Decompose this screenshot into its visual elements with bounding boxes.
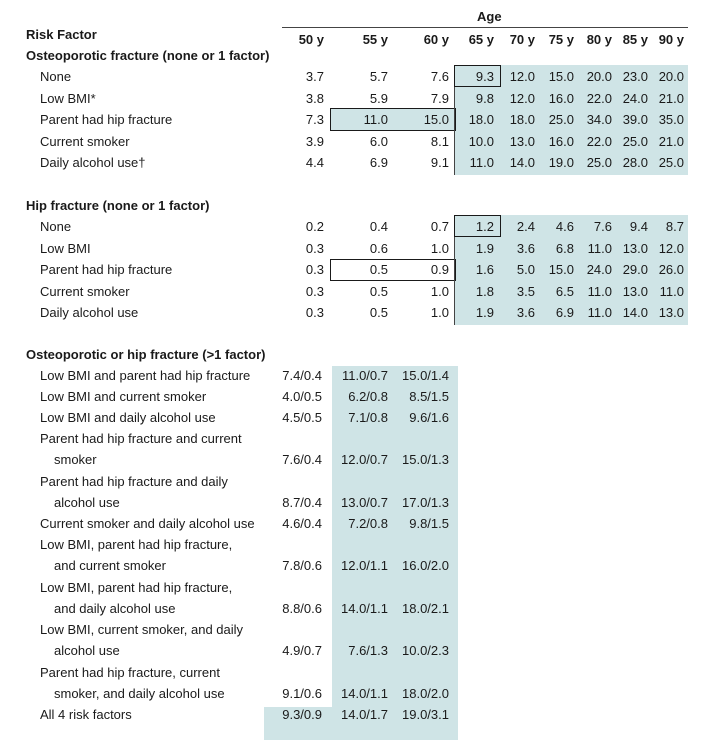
section3-cell: 9.1/0.6 <box>282 685 322 701</box>
section2-row-label: Parent had hip fracture <box>40 262 173 277</box>
section1-cell: 16.0 <box>548 133 574 149</box>
section2-cell: 1.0 <box>430 240 449 256</box>
section2-cell: 1.8 <box>475 283 494 299</box>
section3-row-label-cont: alcohol use <box>54 494 120 510</box>
section3-cell: 14.0/1.1 <box>341 685 388 701</box>
section2-cell: 6.9 <box>555 305 574 320</box>
section3-row-label-cont: smoker, and daily alcohol use <box>54 685 225 701</box>
section2-cell: 8.7 <box>665 219 684 234</box>
section3-cell: 8.8/0.6 <box>282 600 322 616</box>
section2-cell: 9.4 <box>629 219 648 234</box>
section2-cell: 0.4 <box>369 219 388 234</box>
section2-cell: 0.7 <box>430 219 449 234</box>
section2-cell: 1.9 <box>475 240 494 256</box>
section2-title: Hip fracture (none or 1 factor) <box>26 198 210 213</box>
section2-cell: 24.0 <box>586 262 612 277</box>
section2-cell: 13.0 <box>622 283 648 299</box>
section1-cell: 34.0 <box>586 112 612 127</box>
section3-cell: 8.5/1.5 <box>409 389 449 404</box>
section2-cell: 0.3 <box>305 305 324 320</box>
section3-row-label-cont: smoker <box>54 452 97 467</box>
section3-cell: 7.4/0.4 <box>282 368 322 383</box>
section3-cell: 18.0/2.1 <box>402 600 449 616</box>
section1-cell: 25.0 <box>548 112 574 127</box>
section2-cell: 0.9 <box>430 262 449 277</box>
section3-cell: 19.0/3.1 <box>402 707 449 722</box>
section3-row-label: Low BMI and parent had hip fracture <box>40 368 251 383</box>
section1-cell: 20.0 <box>658 69 684 84</box>
section1-cell: 4.4 <box>305 155 324 170</box>
section1-cell: 11.0 <box>363 112 388 127</box>
section2-cell: 0.5 <box>369 305 388 320</box>
section3-cell: 9.3/0.9 <box>282 707 322 722</box>
age-col-3: 65 y <box>468 32 494 47</box>
section2-cell: 26.0 <box>658 262 684 277</box>
section2-cell: 1.0 <box>430 283 449 299</box>
section3-cell: 18.0/2.0 <box>402 685 449 701</box>
section3-cell: 6.2/0.8 <box>348 389 388 404</box>
section1-cell: 18.0 <box>509 112 535 127</box>
section1-cell: 21.0 <box>658 133 684 149</box>
age-col-4: 70 y <box>509 32 535 47</box>
section2-cell: 3.6 <box>516 305 535 320</box>
section1-cell: 8.1 <box>430 133 449 149</box>
section3-row-label: All 4 risk factors <box>40 707 132 722</box>
section2-cell: 0.5 <box>369 262 388 277</box>
section3-cell: 12.0/1.1 <box>341 558 388 573</box>
section3-cell: 11.0/0.7 <box>341 368 388 383</box>
section2-cell: 5.0 <box>516 262 535 277</box>
section1-cell: 11.0 <box>469 155 494 170</box>
section2-cell: 0.5 <box>369 283 388 299</box>
section1-cell: 14.0 <box>509 155 535 170</box>
section1-cell: 6.9 <box>369 155 388 170</box>
section3-row-label: Parent had hip fracture and daily <box>40 473 228 489</box>
section3-cell: 7.8/0.6 <box>282 558 322 573</box>
section3-cell: 7.2/0.8 <box>348 516 388 531</box>
section3-cell: 4.0/0.5 <box>282 389 322 404</box>
risk-factor-header: Risk Factor <box>26 27 97 42</box>
section2-row-label: Daily alcohol use <box>40 305 139 320</box>
section3-cell: 14.0/1.7 <box>341 707 388 722</box>
section1-cell: 21.0 <box>658 90 684 106</box>
age-col-0: 50 y <box>298 32 324 47</box>
section3-title: Osteoporotic or hip fracture (>1 factor) <box>26 347 266 362</box>
section3-row-label: Low BMI and current smoker <box>40 389 207 404</box>
age-col-5: 75 y <box>548 32 574 47</box>
section1-cell: 6.0 <box>369 133 388 149</box>
section1-cell: 18.0 <box>468 112 494 127</box>
section3-cell: 7.6/0.4 <box>282 452 322 467</box>
section1-title: Osteoporotic fracture (none or 1 factor) <box>26 48 270 63</box>
section2-cell: 0.3 <box>305 283 324 299</box>
section3-cell: 16.0/2.0 <box>402 558 449 573</box>
section1-cell: 15.0 <box>548 69 574 84</box>
section3-cell: 13.0/0.7 <box>341 494 388 510</box>
section2-row-label: Low BMI <box>40 240 91 256</box>
age-header-rule <box>282 27 688 28</box>
section1-cell: 7.6 <box>430 69 449 84</box>
section1-cell: 25.0 <box>586 155 612 170</box>
section3-cell: 4.5/0.5 <box>282 410 322 425</box>
section1-cell: 39.0 <box>622 112 648 127</box>
section1-cell: 3.9 <box>305 133 324 149</box>
age-col-1: 55 y <box>362 32 388 47</box>
section2-cell: 2.4 <box>516 219 535 234</box>
section2-cell: 0.6 <box>369 240 388 256</box>
section1-row-label: Parent had hip fracture <box>40 112 173 127</box>
section1-cell: 22.0 <box>586 90 612 106</box>
section3-row-label-cont: and daily alcohol use <box>54 600 176 616</box>
section2-cell: 12.0 <box>658 240 684 256</box>
section1-cell: 24.0 <box>622 90 648 106</box>
section2-row-label: None <box>40 219 72 234</box>
section2-cell: 4.6 <box>555 219 574 234</box>
section3-cell: 15.0/1.3 <box>402 452 449 467</box>
section1-cell: 7.3 <box>305 112 324 127</box>
section2-cell: 1.0 <box>430 305 449 320</box>
section2-cell: 11.0 <box>587 240 612 256</box>
section2-cell: 7.6 <box>593 219 612 234</box>
section2-cell: 1.2 <box>475 219 494 234</box>
section2-cell: 1.6 <box>475 262 494 277</box>
section3-row-label: Low BMI, current smoker, and daily <box>40 622 244 637</box>
section3-cell: 9.8/1.5 <box>409 516 449 531</box>
section1-cell: 16.0 <box>548 90 574 106</box>
section1-cell: 12.0 <box>509 69 535 84</box>
age-col-8: 90 y <box>658 32 684 47</box>
section1-cell: 3.8 <box>305 90 324 106</box>
section2-cell: 3.5 <box>516 283 535 299</box>
section2-cell: 11.0 <box>659 283 684 299</box>
section3-row-label-cont: and current smoker <box>54 558 166 573</box>
section3-row-label: Parent had hip fracture and current <box>40 431 242 446</box>
section3-row-label: Current smoker and daily alcohol use <box>40 516 255 531</box>
section3-row-label-cont: alcohol use <box>54 643 120 658</box>
section2-cell: 3.6 <box>516 240 535 256</box>
section2-cell: 13.0 <box>622 240 648 256</box>
section2-cell: 6.8 <box>555 240 574 256</box>
section1-cell: 9.3 <box>475 69 494 84</box>
section1-cell: 22.0 <box>586 133 612 149</box>
section2-cell: 11.0 <box>587 305 612 320</box>
section2-cell: 0.3 <box>305 240 324 256</box>
section2-cell: 11.0 <box>587 283 612 299</box>
section1-cell: 25.0 <box>658 155 684 170</box>
section1-cell: 9.1 <box>430 155 449 170</box>
section1-cell: 5.9 <box>369 90 388 106</box>
age-col-6: 80 y <box>586 32 612 47</box>
section1-cell: 20.0 <box>586 69 612 84</box>
section1-cell: 25.0 <box>622 133 648 149</box>
section3-cell: 7.6/1.3 <box>348 643 388 658</box>
section3-cell: 17.0/1.3 <box>402 494 449 510</box>
section1-cell: 35.0 <box>658 112 684 127</box>
section1-cell: 13.0 <box>509 133 535 149</box>
section1-cell: 9.8 <box>475 90 494 106</box>
section1-cell: 7.9 <box>430 90 449 106</box>
section3-row-label: Parent had hip fracture, current <box>40 664 220 680</box>
age-col-7: 85 y <box>622 32 648 47</box>
section2-cell: 29.0 <box>622 262 648 277</box>
section1-cell: 23.0 <box>622 69 648 84</box>
section1-row-label: None <box>40 69 72 84</box>
section3-cell: 12.0/0.7 <box>341 452 388 467</box>
section3-cell: 7.1/0.8 <box>348 410 388 425</box>
section1-cell: 28.0 <box>622 155 648 170</box>
section2-cell: 0.2 <box>305 219 324 234</box>
section1-cell: 19.0 <box>548 155 574 170</box>
section3-row-label: Low BMI, parent had hip fracture, <box>40 537 233 552</box>
section1-cell: 3.7 <box>305 69 324 84</box>
section2-cell: 1.9 <box>475 305 494 320</box>
section3-row-label: Low BMI, parent had hip fracture, <box>40 579 233 595</box>
section3-cell: 4.9/0.7 <box>282 643 322 658</box>
section3-row-label: Low BMI and daily alcohol use <box>40 410 216 425</box>
section3-cell: 14.0/1.1 <box>341 600 388 616</box>
section3-cell: 10.0/2.3 <box>402 643 449 658</box>
section2-cell: 15.0 <box>548 262 574 277</box>
section2-cell: 0.3 <box>305 262 324 277</box>
section3-cell: 8.7/0.4 <box>282 494 322 510</box>
section1-row-label: Current smoker <box>40 133 130 149</box>
section2-cell: 6.5 <box>555 283 574 299</box>
age-header: Age <box>477 9 502 24</box>
section1-row-label: Daily alcohol use† <box>40 155 146 170</box>
section1-cell: 12.0 <box>509 90 535 106</box>
section2-cell: 14.0 <box>622 305 648 320</box>
age-col-2: 60 y <box>423 32 449 47</box>
section2-cell: 13.0 <box>658 305 684 320</box>
section2-row-label: Current smoker <box>40 283 130 299</box>
section3-cell: 9.6/1.6 <box>409 410 449 425</box>
section3-cell: 4.6/0.4 <box>282 516 322 531</box>
section1-cell: 15.0 <box>423 112 449 127</box>
section1-cell: 5.7 <box>369 69 388 84</box>
section1-row-label: Low BMI* <box>40 90 96 106</box>
section3-cell: 15.0/1.4 <box>402 368 449 383</box>
section1-cell: 10.0 <box>468 133 494 149</box>
